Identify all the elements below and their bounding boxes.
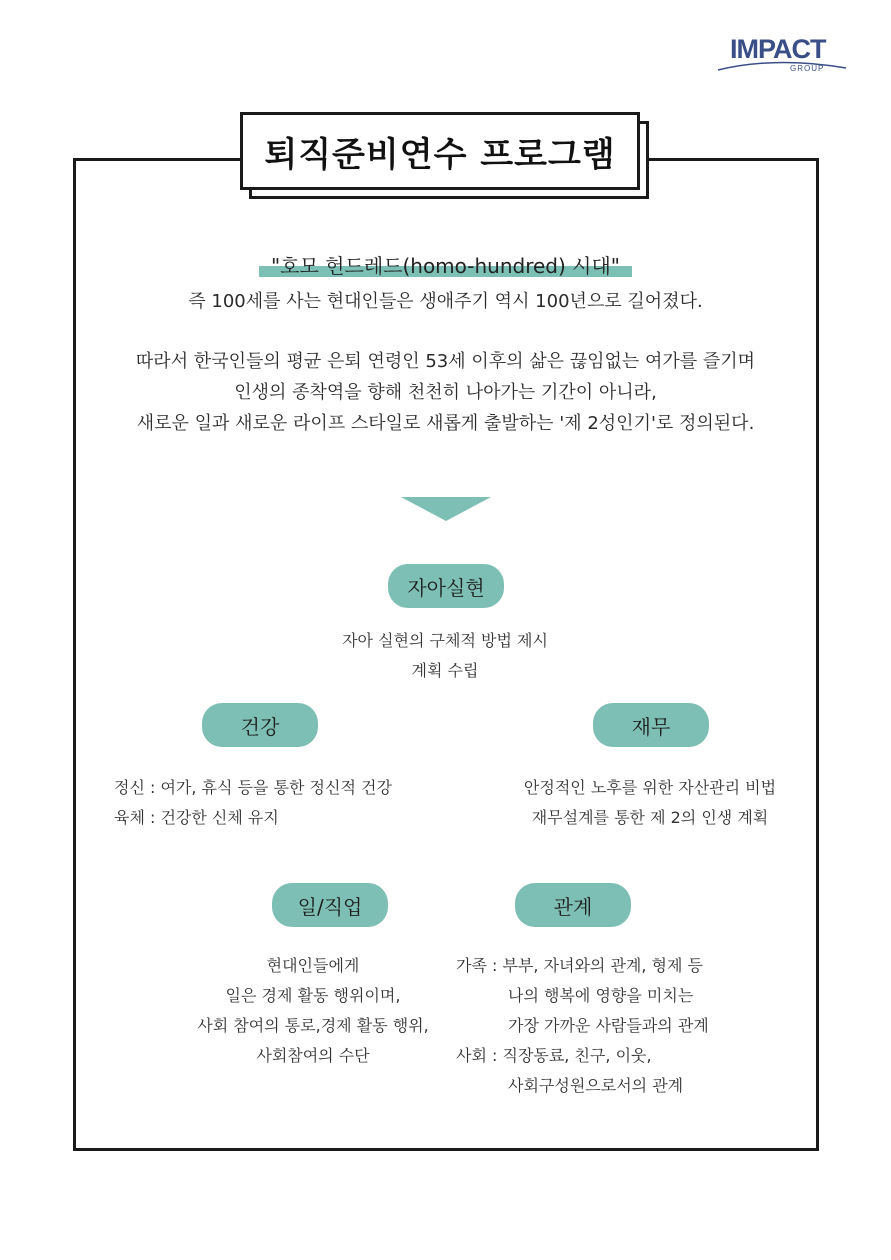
paragraph-line-1: 따라서 한국인들의 평균 은퇴 연령인 53세 이후의 삶은 끊임없는 여가를 즐기며: [135, 351, 756, 372]
pill-finance: [593, 703, 709, 747]
self-realization-text: [245, 626, 645, 686]
relation-society-line-2: 사회구성원으로서의 관계: [508, 1076, 684, 1095]
relation-family-line-2: 나의 행복에 영향을 미치는: [508, 986, 694, 1005]
finance-text: [470, 773, 830, 833]
finance-line-2: 재무설계를 통한 제 2의 인생 계획: [531, 808, 769, 827]
relation-family-line-3: 가장 가까운 사람들과의 관계: [508, 1016, 709, 1035]
paragraph-line-3: 새로운 일과 새로운 라이프 스타일로 새롭게 출발하는 '제 2성인기'로 정의된다.: [136, 413, 755, 434]
pill-self-realization-label: 자아실현: [407, 575, 485, 600]
health-text: [114, 773, 392, 833]
title-box: [240, 112, 640, 190]
pill-self-realization: [388, 564, 504, 608]
headline-highlight: "호모 헌드레드(homo-hundred) 시대": [259, 252, 632, 280]
relation-text: [456, 951, 709, 1101]
intro-line: 즉 100세를 사는 현대인들은 생애주기 역시 100년으로 길어졌다.: [188, 291, 703, 312]
self-line-2: 계획 수립: [411, 661, 479, 680]
pill-relation: [515, 883, 631, 927]
page-title: 퇴직준비연수 프로그램: [264, 134, 616, 175]
headline-row: [0, 252, 891, 280]
relation-family-prefix: 가족 :: [456, 956, 503, 975]
work-line-3: 사회 참여의 통로,경제 활동 행위,: [197, 1016, 429, 1035]
pill-relation-label: 관계: [553, 894, 593, 919]
relation-society-line-1: 직장동료, 친구, 이웃,: [502, 1046, 652, 1065]
impact-group-logo: [716, 34, 848, 76]
self-line-1: 자아 실현의 구체적 방법 제시: [342, 631, 548, 650]
logo-wordmark: IMPACT: [730, 34, 826, 64]
pill-work: [272, 883, 388, 927]
work-line-1: 현대인들에게: [266, 956, 360, 975]
work-line-2: 일은 경제 활동 행위이며,: [225, 986, 401, 1005]
health-line-1: 정신 : 여가, 휴식 등을 통한 정신적 건강: [114, 778, 392, 797]
work-text: [168, 951, 458, 1071]
paragraph-line-2: 인생의 종착역을 향해 천천히 나아가는 기간이 아니라,: [234, 382, 657, 403]
pill-finance-label: 재무: [631, 714, 671, 739]
relation-society-prefix: 사회 :: [456, 1046, 503, 1065]
logo-subtext: GROUP: [790, 64, 825, 73]
finance-line-1: 안정적인 노후를 위한 자산관리 비법: [523, 778, 777, 797]
relation-family-line-1: 부부, 자녀와의 관계, 형제 등: [502, 956, 704, 975]
pill-work-label: 일/직업: [297, 894, 363, 919]
pill-health-label: 건강: [240, 714, 280, 739]
health-line-2: 육체 : 건강한 신체 유지: [114, 808, 279, 827]
work-line-4: 사회참여의 수단: [256, 1046, 370, 1065]
pill-health: [202, 703, 318, 747]
down-triangle-icon: [401, 497, 491, 521]
